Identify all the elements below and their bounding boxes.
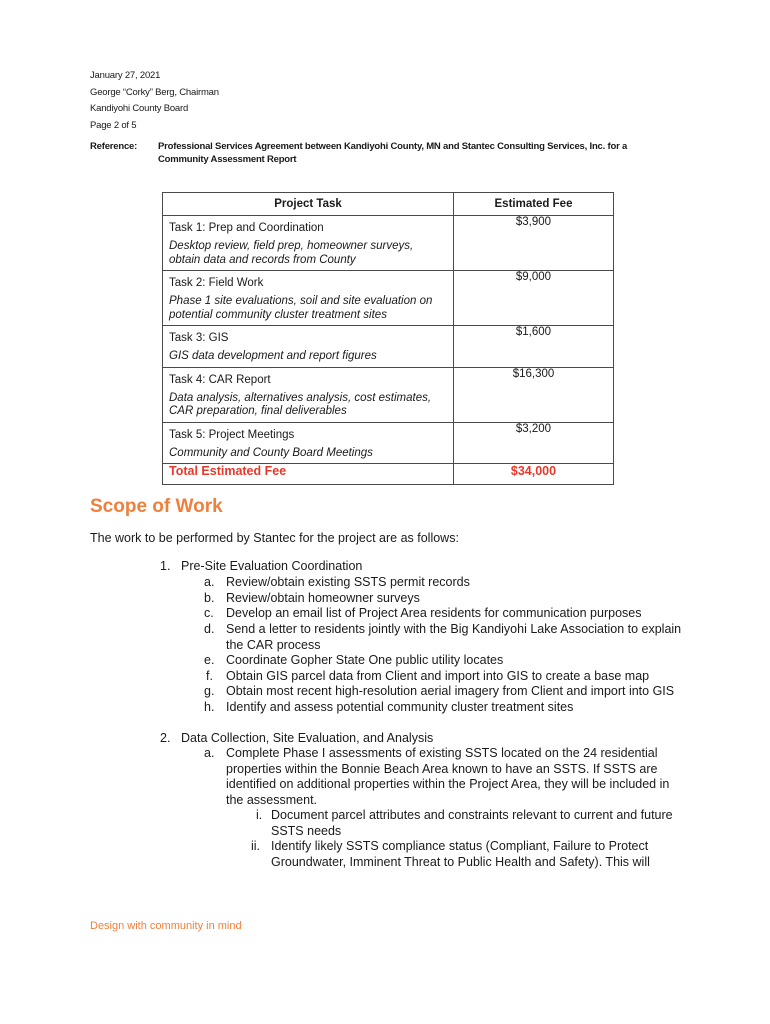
section-title: Data Collection, Site Evaluation, and Analysis (181, 731, 434, 745)
table-row (163, 422, 614, 464)
list-item-letter: a. (204, 746, 215, 760)
list-item-line: properties within the Bonnie Beach Area known to have an SSTS. If SSTS are (226, 762, 658, 776)
task-description: Data analysis, alternatives analysis, cost estimates, CAR preparation, final deliverables (169, 391, 432, 417)
section-title: Pre-Site Evaluation Coordination (181, 559, 363, 573)
sublist-item-line: Document parcel attributes and constraints relevant to current and future (271, 808, 673, 822)
fee-cell: $3,200 (453, 422, 613, 464)
fee-cell: $3,900 (453, 216, 613, 271)
list-item-letter: d. (204, 622, 215, 636)
task-title: Task 5: Project Meetings (169, 428, 295, 441)
scope-intro: The work to be performed by Stantec for the project are as follows: (90, 531, 459, 545)
task-title: Task 4: CAR Report (169, 373, 271, 386)
header-project-task: Project Task (163, 193, 454, 216)
list-item-continuation: the CAR process (226, 638, 321, 652)
task-title: Task 2: Field Work (169, 277, 264, 289)
total-row (163, 464, 614, 485)
list-item-letter: e. (204, 653, 215, 667)
letter-organization: Kandiyohi County Board (90, 103, 189, 114)
reference-text: Professional Services Agreement between Kandiyohi County, MN and Stantec Consulting Services, Inc. for a Community Assessment Report (158, 141, 628, 165)
letter-recipient: George “Corky” Berg, Chairman (90, 86, 219, 98)
list-item: Develop an email list of Project Area residents for communication purposes (226, 606, 642, 620)
task-description: Community and County Board Meetings (169, 446, 373, 459)
total-fee: $34,000 (453, 464, 613, 485)
sublist-item-line: Identify likely SSTS compliance status (Compliant, Failure to Protect (271, 839, 649, 853)
task-description: Desktop review, field prep, homeowner surveys, obtain data and records from County (169, 240, 414, 266)
list-item-letter: a. (204, 575, 215, 589)
fee-cell: $16,300 (453, 367, 613, 422)
list-item: Send a letter to residents jointly with the Big Kandiyohi Lake Association to explain (226, 622, 682, 636)
fee-cell: $1,600 (453, 326, 613, 368)
list-item: Obtain most recent high-resolution aerial imagery from Client and import into GIS (226, 684, 675, 698)
header-estimated-fee: Estimated Fee (453, 193, 613, 216)
section-number: 1. (160, 559, 171, 573)
total-label: Total Estimated Fee (163, 464, 454, 485)
letter-date: January 27, 2021 (90, 70, 161, 81)
task-cell (163, 216, 454, 271)
task-cell (163, 271, 454, 326)
scope-heading: Scope of Work (90, 496, 223, 517)
fee-cell: $9,000 (453, 271, 613, 326)
sublist-item-number: ii. (251, 839, 261, 853)
task-cell (163, 367, 454, 422)
sublist-item-line: Groundwater, Imminent Threat to Public Health and Safety). This will (271, 855, 650, 869)
table-row (163, 216, 614, 271)
list-item: Coordinate Gopher State One public utility locates (226, 653, 504, 667)
task-cell (163, 422, 454, 464)
page-number: Page 2 of 5 (90, 119, 137, 131)
list-item-letter: g. (204, 684, 215, 698)
list-item-letter: c. (204, 606, 214, 620)
list-item: Identify and assess potential community cluster treatment sites (226, 700, 574, 714)
list-item-letter: f. (206, 669, 213, 683)
fee-table (162, 192, 614, 485)
sublist-item-number: i. (256, 808, 263, 822)
list-item-line: the assessment. (226, 793, 318, 807)
task-title: Task 1: Prep and Coordination (169, 222, 324, 234)
footer-tagline: Design with community in mind (90, 920, 242, 932)
fee-table-header-row (163, 193, 614, 216)
task-description: Phase 1 site evaluations, soil and site evaluation on potential community cluster treatment sites (169, 295, 433, 321)
list-item-line: identified on additional properties within the Project Area, they will be included in (226, 777, 670, 791)
task-cell (163, 326, 454, 368)
list-item: Review/obtain homeowner surveys (226, 591, 420, 605)
table-row (163, 326, 614, 368)
list-item-line: Complete Phase I assessments of existing SSTS located on the 24 residential (226, 746, 658, 760)
section-number: 2. (160, 731, 171, 745)
table-row (163, 367, 614, 422)
list-item-letter: h. (204, 700, 215, 714)
task-description: GIS data development and report figures (169, 350, 377, 362)
list-item: Review/obtain existing SSTS permit records (226, 575, 470, 589)
letter-header (90, 68, 219, 134)
sublist-item-line: SSTS needs (271, 824, 342, 838)
table-row (163, 271, 614, 326)
list-item-letter: b. (204, 591, 215, 605)
list-item: Obtain GIS parcel data from Client and import into GIS to create a base map (226, 669, 650, 683)
reference-label: Reference: (90, 141, 138, 152)
task-title: Task 3: GIS (169, 332, 229, 344)
